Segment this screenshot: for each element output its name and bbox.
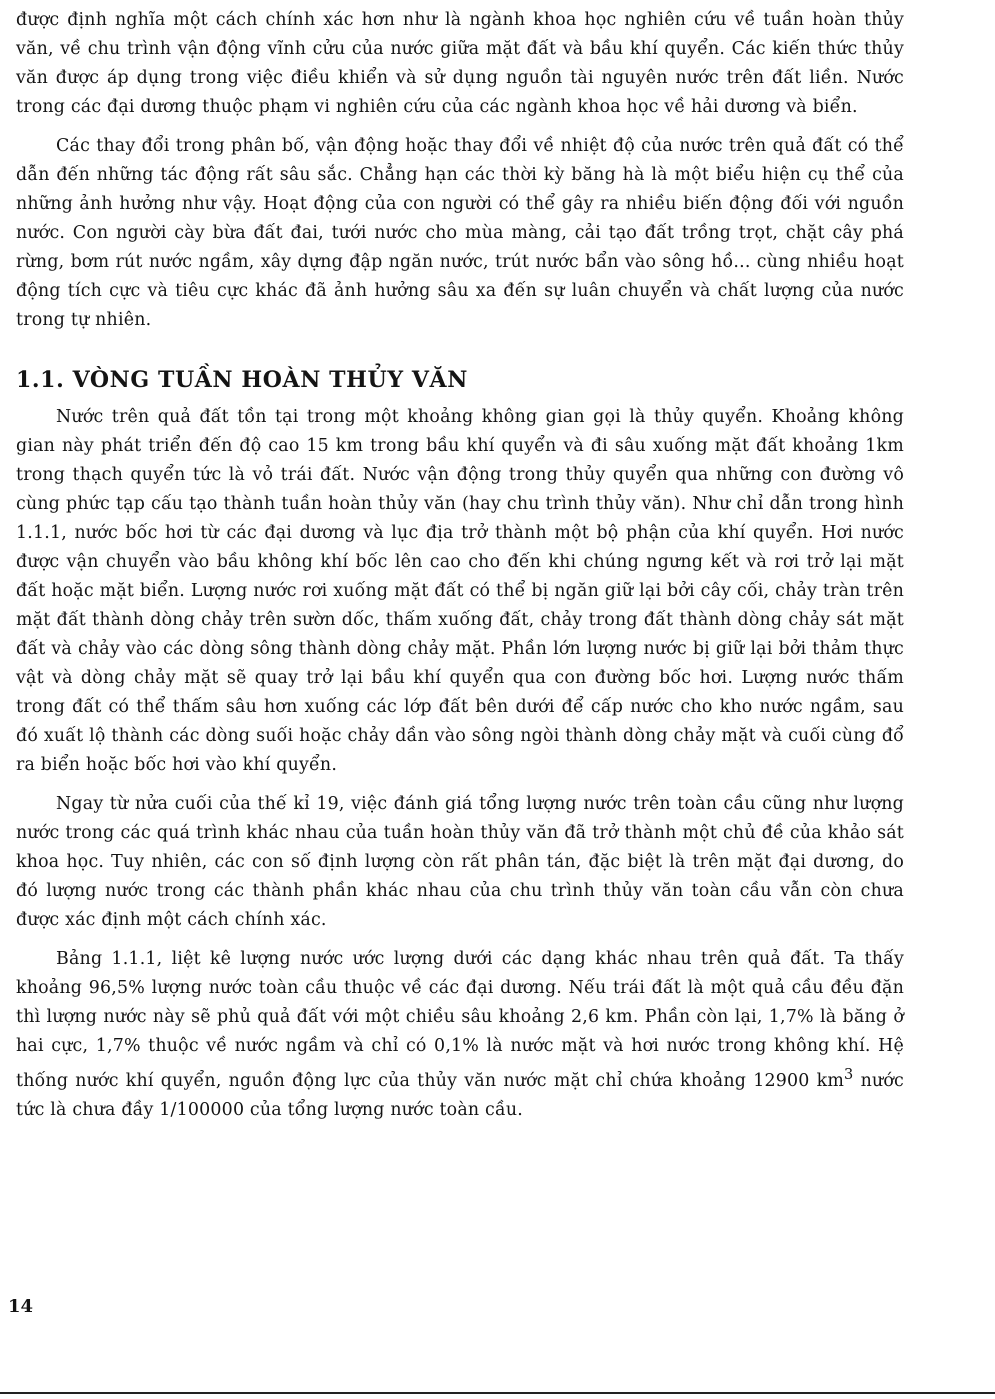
paragraph-intro: được định nghĩa một cách chính xác hơn như là ngành khoa học nghiên cứu về tuần hoàn thủy văn, về chu trình vận động vĩnh cửu của nước giữa mặt đất và bầu khí quyển. Các kiến thức thủy văn được áp dụng trong việc điều khiển và sử dụng nguồn tài nguyên nước trên đất liền. Nước trong các đại dương thuộc phạm vi nghiên cứu của các ngành khoa học về hải dương và biển.: [16, 10, 904, 117]
page-body: [16, 6, 904, 1125]
paragraph-gap: [16, 935, 904, 945]
section-heading: 1.1. VÒNG TUẦN HOÀN THỦY VĂN: [16, 367, 468, 393]
paragraph-table-summary: [16, 945, 904, 1125]
cubic-superscript: 3: [844, 1067, 854, 1083]
paragraph-gap: [16, 780, 904, 790]
paragraph-gap: [16, 122, 904, 132]
paragraph-changes: Các thay đổi trong phân bố, vận động hoặc thay đổi về nhiệt độ của nước trên quả đất có thể dẫn đến những tác động rất sâu sắc. Chẳng hạn các thời kỳ băng hà là một biểu hiện cụ thể của những ảnh hưởng như vậy. Hoạt động của con người có thể gây ra nhiều biến động đối với nguồn nước. Con người cày bừa đất đai, tưới nước cho mùa màng, cải tạo đất trồng trọt, chặt cây phá rừng, bơm rút nước ngầm, xây dựng đập ngăn nước, trút nước bẩn vào sông hồ... cùng nhiều hoạt động tích cực và tiêu cực khác đã ảnh hưởng sâu xa đến sự luân chuyển và chất lượng của nước trong tự nhiên.: [16, 136, 904, 330]
table-summary-text: Bảng 1.1.1, liệt kê lượng nước ước lượng dưới các dạng khác nhau trên quả đất. Ta thấy khoảng 96,5% lượng nước toàn cầu thuộc về các đại dương. Nếu trái đất là một quả cầu đều đặn thì lượng nước này sẽ phủ quả đất với một chiều sâu khoảng 2,6 km. Phần còn lại, 1,7% là băng ở hai cực, 1,7% thuộc về nước ngầm và chỉ có 0,1% là nước mặt và hơi nước trong không khí. Hệ thống nước khí quyển, nguồn động lực của thủy văn nước mặt chỉ chứa khoảng 12900 km: [16, 949, 904, 1091]
page-number: 14: [8, 1296, 34, 1317]
table-summary-text-end: nước tức là chưa đầy 1/100000 của tổng lượng nước toàn cầu.: [16, 1070, 904, 1120]
bottom-rule: [0, 1392, 995, 1394]
paragraph-estimation: Ngay từ nửa cuối của thế kỉ 19, việc đánh giá tổng lượng nước trên toàn cầu cũng như lượng nước trong các quá trình khác nhau của tuần hoàn thủy văn đã trở thành một chủ đề của khảo sát khoa học. Tuy nhiên, các con số định lượng còn rất phân tán, đặc biệt là trên mặt đại dương, do đó lượng nước trong các thành phần khác nhau của chu trình thủy văn toàn cầu vẫn còn chưa được xác định một cách chính xác.: [16, 794, 904, 930]
paragraph-hydrosphere: Nước trên quả đất tồn tại trong một khoảng không gian gọi là thủy quyển. Khoảng không gian này phát triển đến độ cao 15 km trong bầu khí quyển và đi sâu xuống mặt đất khoảng 1km trong thạch quyển tức là vỏ trái đất. Nước vận động trong thủy quyển qua những con đường vô cùng phức tạp cấu tạo thành tuần hoàn thủy văn (hay chu trình thủy văn). Như chỉ dẫn trong hình 1.1.1, nước bốc hơi từ các đại dương và lục địa trở thành một bộ phận của khí quyển. Hơi nước được vận chuyển vào bầu không khí bốc lên cao cho đến khi chúng ngưng kết và rơi trở lại mặt đất hoặc mặt biển. Lượng nước rơi xuống mặt đất có thể bị ngăn giữ lại bởi cây cối, chảy tràn trên mặt đất thành dòng chảy trên sườn dốc, thấm xuống đất, chảy trong đất thành dòng chảy sát mặt đất và chảy vào các dòng sông thành dòng chảy mặt. Phần lớn lượng nước bị giữ lại bởi thảm thực vật và dòng chảy mặt sẽ quay trở lại bầu khí quyển qua con đường bốc hơi. Lượng nước thấm trong đất có thể thấm sâu hơn xuống các lớp đất bên dưới để cấp nước cho kho nước ngầm, sau đó xuất lộ thành các dòng suối hoặc chảy dần vào sông ngòi thành dòng chảy mặt và cuối cùng đổ ra biển hoặc bốc hơi vào khí quyển.: [16, 407, 904, 775]
